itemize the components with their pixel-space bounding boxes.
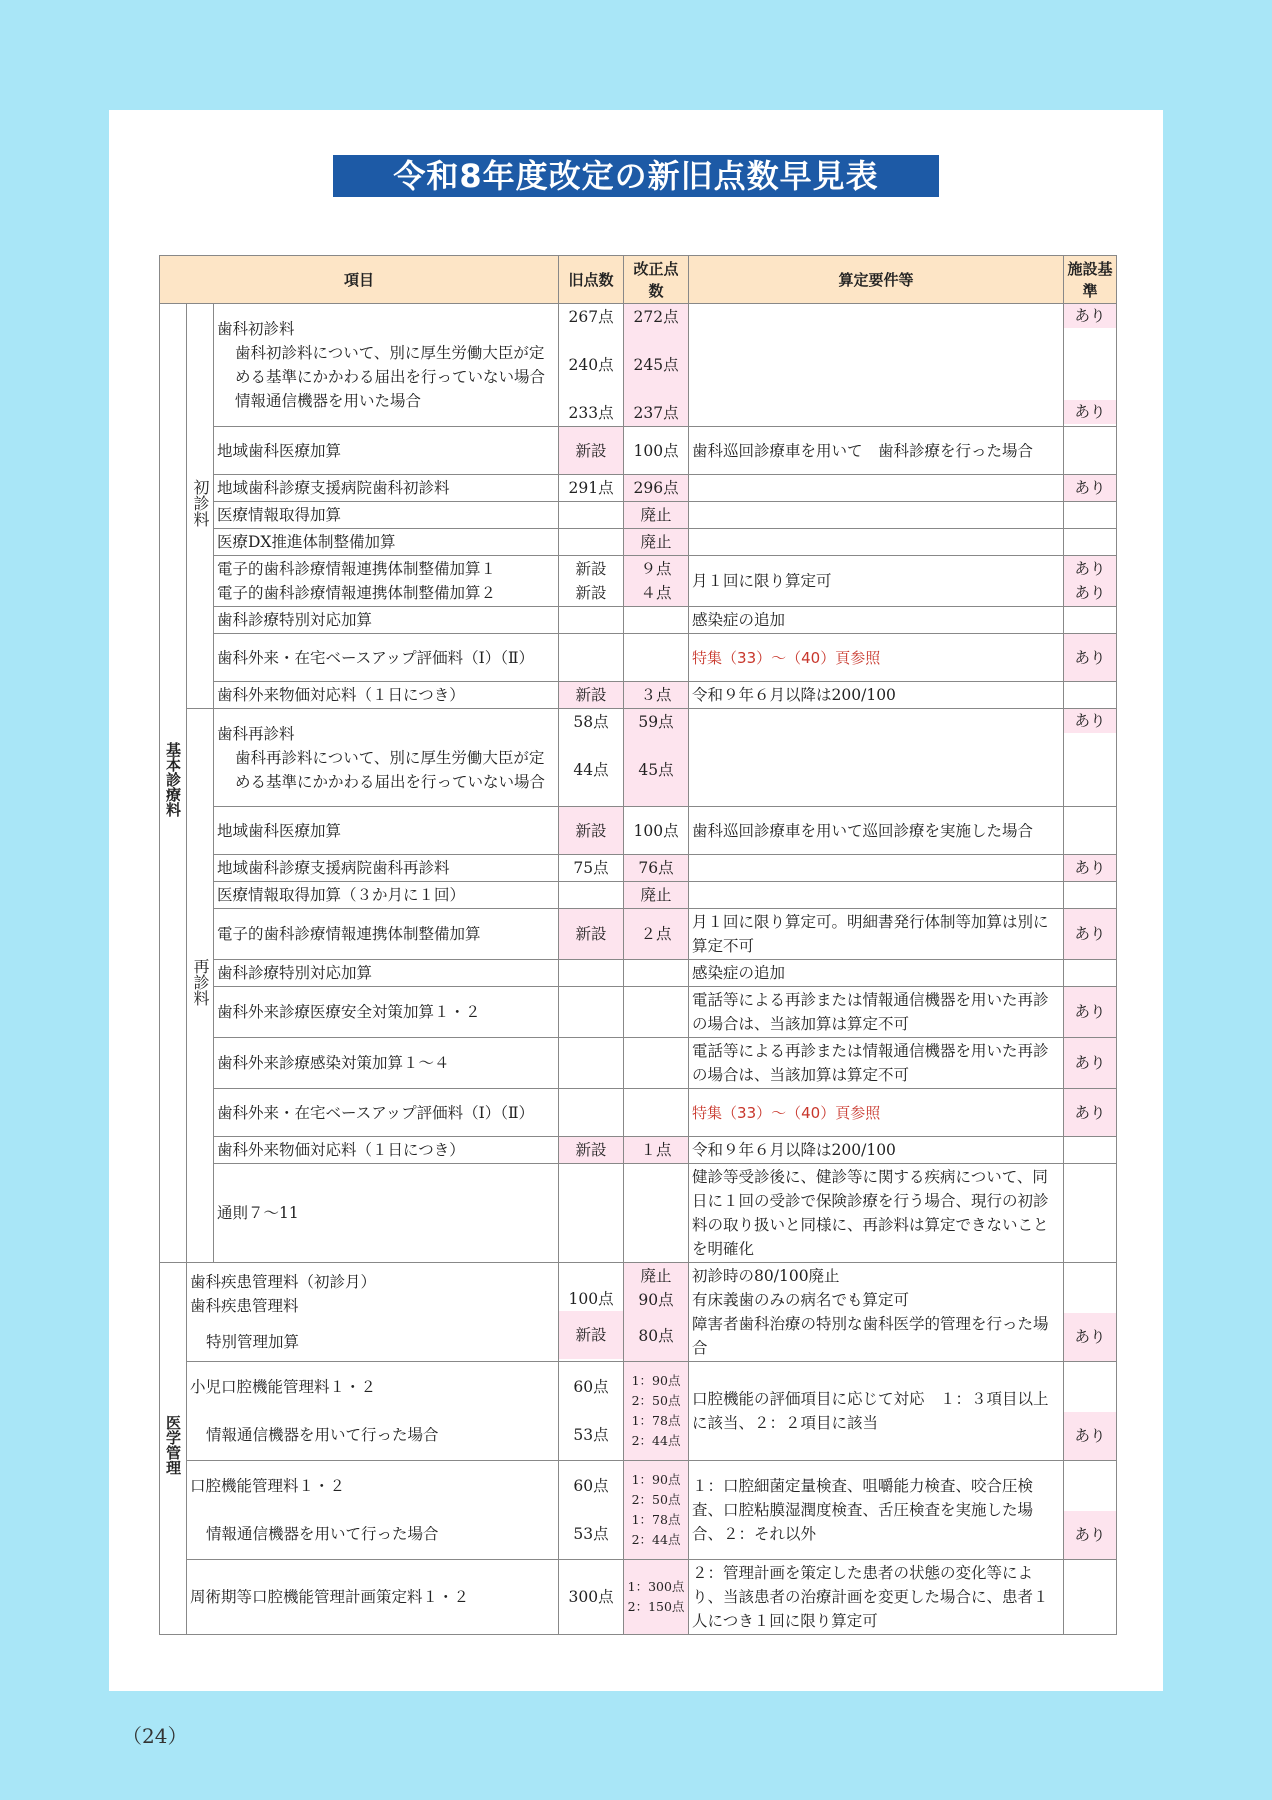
old-points xyxy=(559,529,624,556)
requirements-cell: 令和９年６月以降は200/100 xyxy=(689,682,1064,709)
facility-cell: あり xyxy=(1064,987,1117,1038)
old-points: 75点 xyxy=(559,855,624,882)
table-row xyxy=(160,855,1117,882)
requirements-cell: 感染症の追加 xyxy=(689,607,1064,634)
requirements-cell: 特集（33）～（40）頁参照 xyxy=(689,634,1064,682)
new-points: 272点 245点 237点 xyxy=(624,304,689,427)
category-management: 医学管理 xyxy=(160,1263,187,1635)
header-new-points: 改正点数 xyxy=(624,256,689,304)
requirements-cell xyxy=(689,855,1064,882)
item-cell: 地域歯科医療加算 xyxy=(214,807,559,855)
facility-cell xyxy=(1064,1560,1117,1635)
new-points: 1：90点 2：50点 1：78点 2：44点 xyxy=(624,1362,689,1461)
item-cell: 地域歯科診療支援病院歯科再診料 xyxy=(214,855,559,882)
table-row xyxy=(160,807,1117,855)
table-row xyxy=(160,502,1117,529)
old-points xyxy=(559,1038,624,1089)
old-points: 新設 xyxy=(559,427,624,475)
table-row xyxy=(160,987,1117,1038)
requirements-cell: 歯科巡回診療車を用いて 歯科診療を行った場合 xyxy=(689,427,1064,475)
header-facility: 施設基準 xyxy=(1064,256,1117,304)
new-points: 1：300点 2：150点 xyxy=(624,1560,689,1635)
old-points: 291点 xyxy=(559,475,624,502)
requirements-cell: 口腔機能の評価項目に応じて対応 １：３項目以上に該当、２：２項目に該当 xyxy=(689,1362,1064,1461)
item-cell: 歯科外来物価対応料（１日につき） xyxy=(214,1137,559,1164)
table-row xyxy=(160,709,1117,807)
table-row xyxy=(160,1164,1117,1263)
item-cell: 歯科初診料 歯科初診料について、別に厚生労働大臣が定める基準にかかわる届出を行っていない場合 情報通信機器を用いた場合 xyxy=(214,304,559,427)
category-initial: 初診料 xyxy=(187,304,214,709)
old-points xyxy=(559,987,624,1038)
new-points: 廃止 xyxy=(624,882,689,909)
facility-cell: あり xyxy=(1064,634,1117,682)
new-points xyxy=(624,960,689,987)
item-cell: 電子的歯科診療情報連携体制整備加算 xyxy=(214,909,559,960)
requirements-cell xyxy=(689,529,1064,556)
facility-cell xyxy=(1064,960,1117,987)
new-points: 100点 xyxy=(624,807,689,855)
facility-cell: あり あり xyxy=(1064,304,1117,427)
old-points: 300点 xyxy=(559,1560,624,1635)
new-points: ９点 ４点 xyxy=(624,556,689,607)
facility-cell xyxy=(1064,427,1117,475)
item-cell: 歯科外来・在宅ベースアップ評価料（Ⅰ）（Ⅱ） xyxy=(214,634,559,682)
requirements-cell xyxy=(689,502,1064,529)
facility-cell xyxy=(1064,882,1117,909)
requirements-cell: 初診時の80/100廃止 有床義歯のみの病名でも算定可 障害者歯科治療の特別な歯科医学的管理を行った場合 xyxy=(689,1263,1064,1362)
requirements-cell xyxy=(689,709,1064,807)
item-cell: 歯科再診料 歯科再診料について、別に厚生労働大臣が定める基準にかかわる届出を行っていない場合 xyxy=(214,709,559,807)
facility-cell: あり xyxy=(1064,1089,1117,1137)
new-points xyxy=(624,607,689,634)
old-points xyxy=(559,1089,624,1137)
facility-cell: あり xyxy=(1064,1263,1117,1362)
old-points: 58点 44点 xyxy=(559,709,624,807)
old-points: 新設 xyxy=(559,1137,624,1164)
table-row xyxy=(160,304,1117,427)
facility-cell: あり xyxy=(1064,1362,1117,1461)
page-title: 令和8年度改定の新旧点数早見表 xyxy=(333,155,939,197)
table-row xyxy=(160,1038,1117,1089)
old-points: 新設 xyxy=(559,807,624,855)
table-row xyxy=(160,1263,1117,1362)
table-row xyxy=(160,682,1117,709)
header-requirements: 算定要件等 xyxy=(689,256,1064,304)
requirements-cell: １：口腔細菌定量検査、咀嚼能力検査、咬合圧検査、口腔粘膜湿潤度検査、舌圧検査を実施した場合、２：それ以外 xyxy=(689,1461,1064,1560)
old-points: 60点 53点 xyxy=(559,1461,624,1560)
requirements-cell: 令和９年６月以降は200/100 xyxy=(689,1137,1064,1164)
new-points: 296点 xyxy=(624,475,689,502)
new-points: 76点 xyxy=(624,855,689,882)
item-cell: 通則７～11 xyxy=(214,1164,559,1263)
table-row xyxy=(160,1560,1117,1635)
new-points xyxy=(624,1164,689,1263)
requirements-cell xyxy=(689,475,1064,502)
item-cell: 歯科外来診療感染対策加算１～４ xyxy=(214,1038,559,1089)
new-points: ３点 xyxy=(624,682,689,709)
item-cell: 歯科外来診療医療安全対策加算１・２ xyxy=(214,987,559,1038)
facility-cell xyxy=(1064,1164,1117,1263)
table-row xyxy=(160,1362,1117,1461)
table-row xyxy=(160,960,1117,987)
table-row xyxy=(160,427,1117,475)
category-revisit: 再診料 xyxy=(187,709,214,1263)
requirements-cell: 感染症の追加 xyxy=(689,960,1064,987)
requirements-cell: 電話等による再診または情報通信機器を用いた再診の場合は、当該加算は算定不可 xyxy=(689,987,1064,1038)
item-cell: 歯科診療特別対応加算 xyxy=(214,960,559,987)
facility-cell xyxy=(1064,807,1117,855)
new-points: 廃止 xyxy=(624,529,689,556)
facility-cell: あり xyxy=(1064,1038,1117,1089)
header-old-points: 旧点数 xyxy=(559,256,624,304)
requirements-cell: ２：管理計画を策定した患者の状態の変化等により、当該患者の治療計画を変更した場合に、患者１人につき１回に限り算定可 xyxy=(689,1560,1064,1635)
new-points: 廃止 90点 80点 xyxy=(624,1263,689,1362)
requirements-cell xyxy=(689,882,1064,909)
requirements-cell: 健診等受診後に、健診等に関する疾病について、同日に１回の受診で保険診療を行う場合、現行の初診料の取り扱いと同様に、再診料は算定できないことを明確化 xyxy=(689,1164,1064,1263)
points-table xyxy=(159,255,1117,1635)
item-cell: 医療情報取得加算 xyxy=(214,502,559,529)
table-row xyxy=(160,882,1117,909)
table-row xyxy=(160,475,1117,502)
item-cell: 口腔機能管理料１・２ 情報通信機器を用いて行った場合 xyxy=(187,1461,559,1560)
facility-cell xyxy=(1064,607,1117,634)
table-row xyxy=(160,909,1117,960)
item-cell: 歯科診療特別対応加算 xyxy=(214,607,559,634)
facility-cell xyxy=(1064,529,1117,556)
new-points xyxy=(624,1038,689,1089)
old-points: 100点 新設 xyxy=(559,1263,624,1362)
facility-cell: あり xyxy=(1064,909,1117,960)
facility-cell xyxy=(1064,1137,1117,1164)
facility-cell: あり xyxy=(1064,475,1117,502)
table-row xyxy=(160,634,1117,682)
table-row xyxy=(160,1461,1117,1560)
old-points: 60点 53点 xyxy=(559,1362,624,1461)
old-points: 新設 xyxy=(559,682,624,709)
item-cell: 歯科疾患管理料（初診月） 歯科疾患管理料 特別管理加算 xyxy=(187,1263,559,1362)
header-item: 項目 xyxy=(160,256,559,304)
facility-cell xyxy=(1064,682,1117,709)
facility-cell xyxy=(1064,502,1117,529)
table-header-row xyxy=(160,256,1117,304)
page-number: （24） xyxy=(122,1724,188,1748)
old-points: 新設 xyxy=(559,909,624,960)
new-points: １点 xyxy=(624,1137,689,1164)
requirements-cell: 特集（33）～（40）頁参照 xyxy=(689,1089,1064,1137)
new-points: 100点 xyxy=(624,427,689,475)
item-cell: 小児口腔機能管理料１・２ 情報通信機器を用いて行った場合 xyxy=(187,1362,559,1461)
facility-cell: あり あり xyxy=(1064,556,1117,607)
requirements-cell: 月１回に限り算定可 xyxy=(689,556,1064,607)
table-row xyxy=(160,607,1117,634)
new-points: 廃止 xyxy=(624,502,689,529)
item-cell: 歯科外来・在宅ベースアップ評価料（Ⅰ）（Ⅱ） xyxy=(214,1089,559,1137)
requirements-cell: 電話等による再診または情報通信機器を用いた再診の場合は、当該加算は算定不可 xyxy=(689,1038,1064,1089)
item-cell: 医療DX推進体制整備加算 xyxy=(214,529,559,556)
table-row xyxy=(160,556,1117,607)
old-points xyxy=(559,607,624,634)
old-points xyxy=(559,1164,624,1263)
facility-cell: あり xyxy=(1064,1461,1117,1560)
old-points xyxy=(559,634,624,682)
old-points xyxy=(559,882,624,909)
old-points xyxy=(559,960,624,987)
new-points xyxy=(624,987,689,1038)
item-cell: 歯科外来物価対応料（１日につき） xyxy=(214,682,559,709)
requirements-cell: 歯科巡回診療車を用いて巡回診療を実施した場合 xyxy=(689,807,1064,855)
facility-cell: あり xyxy=(1064,709,1117,807)
old-points: 267点 240点 233点 xyxy=(559,304,624,427)
requirements-cell xyxy=(689,304,1064,427)
item-cell: 地域歯科医療加算 xyxy=(214,427,559,475)
old-points: 新設 新設 xyxy=(559,556,624,607)
new-points: 59点 45点 xyxy=(624,709,689,807)
category-basic: 基本診療料 xyxy=(160,304,187,1263)
table-row xyxy=(160,1137,1117,1164)
new-points xyxy=(624,1089,689,1137)
item-cell: 電子的歯科診療情報連携体制整備加算１ 電子的歯科診療情報連携体制整備加算２ xyxy=(214,556,559,607)
facility-cell: あり xyxy=(1064,855,1117,882)
requirements-cell: 月１回に限り算定可。明細書発行体制等加算は別に算定不可 xyxy=(689,909,1064,960)
table-row xyxy=(160,1089,1117,1137)
item-cell: 地域歯科診療支援病院歯科初診料 xyxy=(214,475,559,502)
old-points xyxy=(559,502,624,529)
new-points: 1：90点 2：50点 1：78点 2：44点 xyxy=(624,1461,689,1560)
item-cell: 医療情報取得加算（３か月に１回） xyxy=(214,882,559,909)
new-points: ２点 xyxy=(624,909,689,960)
table-row xyxy=(160,529,1117,556)
new-points xyxy=(624,634,689,682)
item-cell: 周術期等口腔機能管理計画策定料１・２ xyxy=(187,1560,559,1635)
